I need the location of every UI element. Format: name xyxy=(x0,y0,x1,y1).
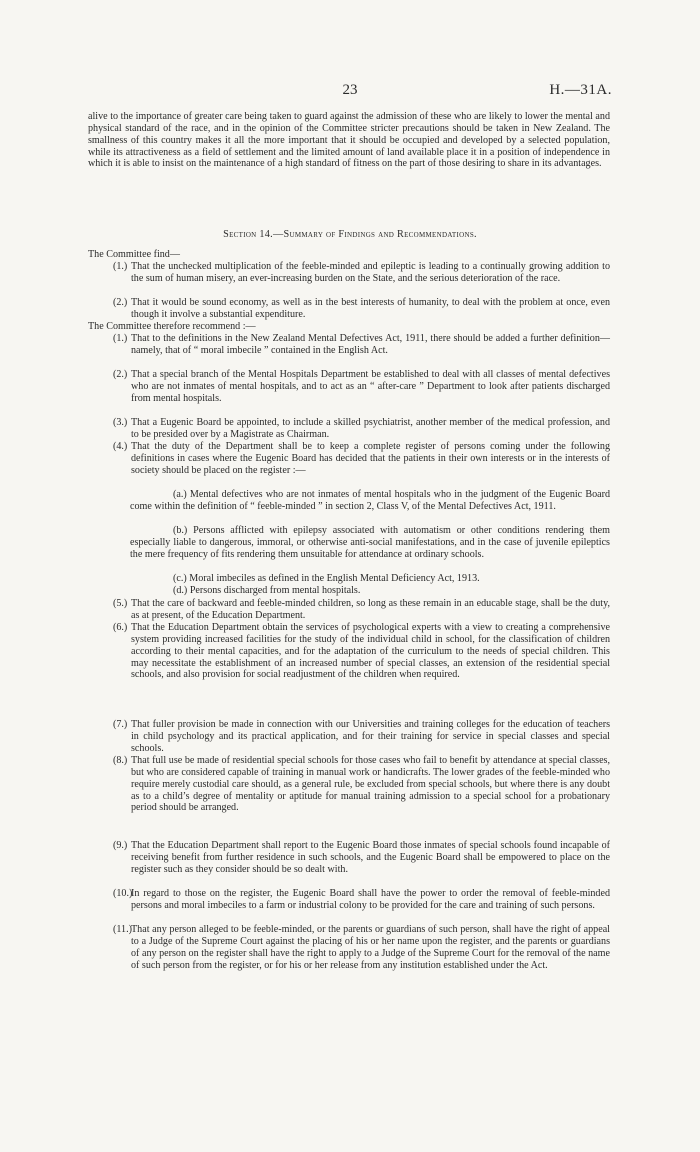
findings-lead: The Committee find— xyxy=(88,249,180,260)
finding-item xyxy=(113,297,610,321)
recommendation-number: (9.) xyxy=(113,840,128,851)
finding-item xyxy=(113,261,610,285)
recommendation-item xyxy=(113,755,610,814)
recommendation-text: In regard to those on the register, the Eugenic Board shall have the power to order the removal of feeble-minded persons and moral imbeciles to a farm or industrial colony to be provided for the care and training of such persons. xyxy=(131,888,610,911)
recommendation-text: That full use be made of residential special schools for those cases who fail to benefit by attendance at special classes, but who are considered capable of training in manual work or handicrafts. The lower grades of the feeble-minded who require merely custodial care should, as a general rule, be excluded from special schools, but where there is any doubt as to a child’s degree of mentality or aptitude for manual training admission to a special school for a probationary period should be arranged. xyxy=(131,755,610,814)
recommendation-item xyxy=(113,441,610,477)
recommendation-number: (3.) xyxy=(113,417,128,428)
recommendation-item xyxy=(113,888,610,912)
recommendation-number: (2.) xyxy=(113,369,128,380)
recommendation-text: That the duty of the Department shall be to keep a complete register of persons coming under the following definitions in cases where the Eugenic Board has decided that the patients in their own interests or in the interests of society should be placed on the register :— xyxy=(131,441,610,476)
recommendation-number: (7.) xyxy=(113,719,128,730)
register-subitem: (a.) Mental defectives who are not inmates of mental hospitals who in the judgment of the Eugenic Board come within the definition of “ feeble-minded ” in section 2, Class V, of the Mental Defectives Act, 1911. xyxy=(130,489,610,512)
finding-text: That it would be sound economy, as well as in the best interests of humanity, to deal with the problem at once, even though it involve a substantial expenditure. xyxy=(131,297,610,320)
recommendation-item xyxy=(113,719,610,755)
finding-number: (2.) xyxy=(113,297,128,308)
recommendation-text: That the care of backward and feeble-minded children, so long as these remain in an educable stage, shall be the duty, as at present, of the Education Department. xyxy=(131,598,610,621)
recommendation-item xyxy=(113,924,610,971)
recommendation-number: (11.) xyxy=(113,924,132,935)
register-subitem: (d.) Persons discharged from mental hospitals. xyxy=(173,585,361,596)
recommendation-item xyxy=(113,598,610,622)
recommendation-number: (10.) xyxy=(113,888,133,899)
recommendation-text: That any person alleged to be feeble-minded, or the parents or guardians of such person, shall have the right of appeal to a Judge of the Supreme Court against the placing of his or her name upon the register, and the parents or guardians of any person on the register shall have the right to apply to a Judge of the Supreme Court for the removal of the name of such person from the register, or for his or her release from any institution established under the Act. xyxy=(131,924,610,971)
document-reference: H.—31A. xyxy=(549,82,612,98)
recommendation-text: That a Eugenic Board be appointed, to include a skilled psychiatrist, another member of the medical profession, and to be presided over by a Magistrate as Chairman. xyxy=(131,417,610,440)
recommendation-text: That the Education Department obtain the services of psychological experts with a view to creating a comprehensive system providing increased facilities for the study of the individual child in school, for the classification of children according to their mental capacities, and for the adaptation of the curriculum to the needs of special children. This may necessitate the establishment of an increased number of special classes, an extension of the residential special schools, and also provision for social readjustment of the children when required. xyxy=(131,622,610,681)
recommendations-lead: The Committee therefore recommend :— xyxy=(88,321,256,332)
recommendation-number: (6.) xyxy=(113,622,128,633)
recommendation-item xyxy=(113,333,610,357)
recommendation-item xyxy=(113,369,610,405)
recommendation-item xyxy=(113,840,610,876)
recommendation-number: (8.) xyxy=(113,755,128,766)
recommendation-text: That fuller provision be made in connection with our Universities and training colleges for the education of teachers in child psychology and its practical application, and for their training for service in special classes and special schools. xyxy=(131,719,610,754)
recommendation-number: (4.) xyxy=(113,441,128,452)
recommendation-item xyxy=(113,417,610,441)
finding-text: That the unchecked multiplication of the feeble-minded and epileptic is leading to a continually growing addition to the sum of human misery, an ever-increasing burden on the State, and the serious deterioration of the race. xyxy=(131,261,610,284)
register-subitem: (b.) Persons afflicted with epilepsy associated with automatism or other conditions rendering them especially liable to dangerous, immoral, or otherwise anti-social manifestations, and in the case of juvenile epileptics the mere frequency of fits rendering them unsuitable for attendance at ordinary schools. xyxy=(130,525,610,560)
finding-number: (1.) xyxy=(113,261,128,272)
recommendation-number: (5.) xyxy=(113,598,128,609)
register-subitem: (c.) Moral imbeciles as defined in the English Mental Deficiency Act, 1913. xyxy=(173,573,480,584)
recommendation-number: (1.) xyxy=(113,333,128,344)
section-heading: Section 14.—Summary of Findings and Recommendations. xyxy=(223,229,477,240)
intro-paragraph: alive to the importance of greater care being taken to guard against the admission of these who are likely to lower the mental and physical standard of the race, and in the opinion of the Committee stricter precautions should be taken in New Zealand. The smallness of this country makes it all the more important that it should be occupied and developed by a selected population, while its attractiveness as a field of settlement and the limited amount of land available place it in a position of independence in which it is able to insist on the maintenance of a high standard of fitness on the part of those desiring to share in its advantages. xyxy=(88,111,610,170)
recommendation-item xyxy=(113,622,610,681)
recommendation-text: That to the definitions in the New Zealand Mental Defectives Act, 1911, there should be added a further definition—namely, that of “ moral imbecile ” contained in the English Act. xyxy=(131,333,610,356)
recommendation-text: That the Education Department shall report to the Eugenic Board those inmates of special schools found incapable of receiving benefit from further residence in such schools, and the Eugenic Board shall be empowered to place on the register such as they consider should be so dealt with. xyxy=(131,840,610,875)
page-number: 23 xyxy=(342,82,358,98)
recommendation-text: That a special branch of the Mental Hospitals Department be established to deal with all classes of mental defectives who are not inmates of mental hospitals, and to act as an “ after-care ” Department to look after patients discharged from mental hospitals. xyxy=(131,369,610,404)
